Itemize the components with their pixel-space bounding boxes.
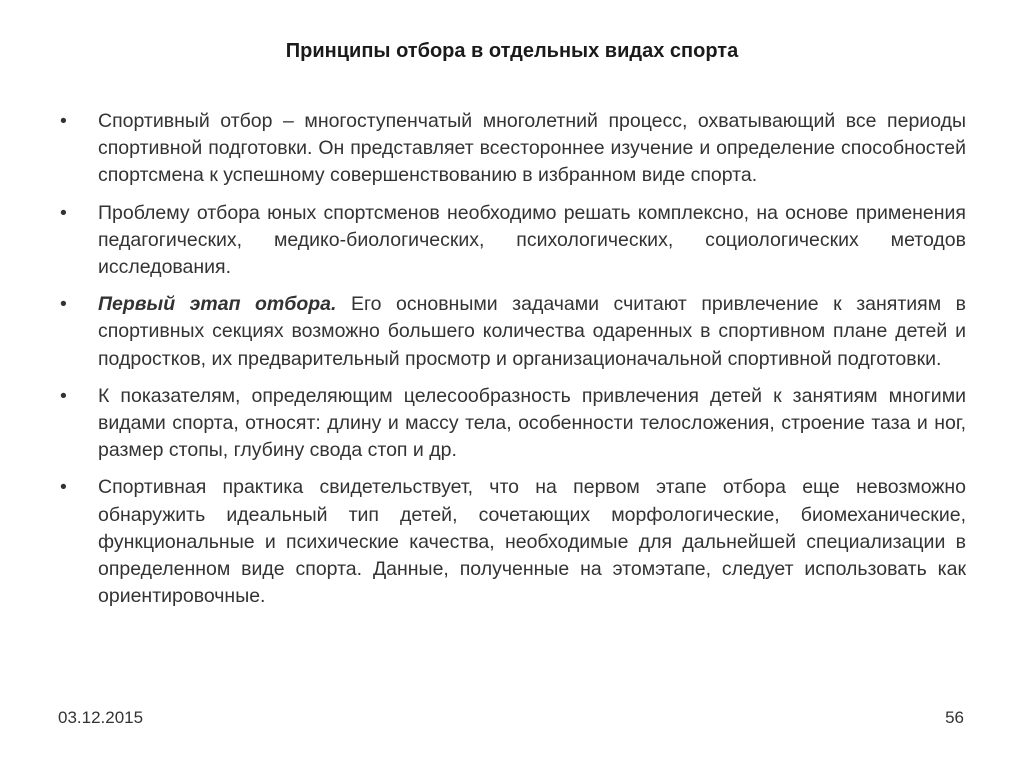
bullet-item: [58, 383, 966, 465]
bullet-item: [58, 108, 966, 190]
bullet-lead: Первый этап отбора.: [98, 293, 337, 316]
bullet-text: Спортивная практика свидетельствует, что на первом этапе отбора еще невозможно обнаружить идеальный тип детей, сочетающих морфологические, биомеханические, функциональные и психические качества, необходимые для дальнейшей специализации в определенном виде спорта. Данные, полученные на этомэтапе, следует использовать как ориентировочные.: [98, 476, 966, 608]
bullet-dot-icon: •: [60, 201, 67, 224]
bullet-dot-icon: •: [60, 476, 67, 499]
bullet-dot-icon: •: [60, 384, 67, 407]
bullet-text: Спортивный отбор – многоступенчатый многолетний процесс, охватывающий все периоды спортивной подготовки. Он представляет всестороннее изучение и определение способностей спортсмена к успешному совершенствованию в избранном виде спорта.: [98, 110, 966, 187]
bullet-list: [58, 108, 966, 620]
page-number: 56: [945, 708, 964, 727]
bullet-text: Его основными задачами считают привлечение к занятиям в спортивных секциях возможно большего количества одаренных в спортивном плане детей и подростков, их предварительный просмотр и организационачальной спортивной подготовки.: [98, 293, 966, 370]
bullet-item: [58, 474, 966, 610]
bullet-item: [58, 291, 966, 373]
bullet-dot-icon: •: [60, 110, 67, 132]
bullet-dot-icon: •: [60, 293, 67, 316]
slide-date: 03.12.2015: [58, 708, 144, 727]
slide-title: Принципы отбора в отдельных видах спорта: [285, 40, 739, 62]
bullet-text: Проблему отбора юных спортсменов необходимо решать комплексно, на основе применения педагогических, медико-биологических, психологических, социологических методов исследования.: [98, 201, 966, 279]
bullet-item: [58, 200, 966, 282]
bullet-text: К показателям, определяющим целесообразность привлечения детей к занятиям многими видами спорта, относят: длину и массу тела, особенности телосложения, строение таза и ног, размер стопы, глубину свода стоп и др.: [98, 384, 966, 462]
